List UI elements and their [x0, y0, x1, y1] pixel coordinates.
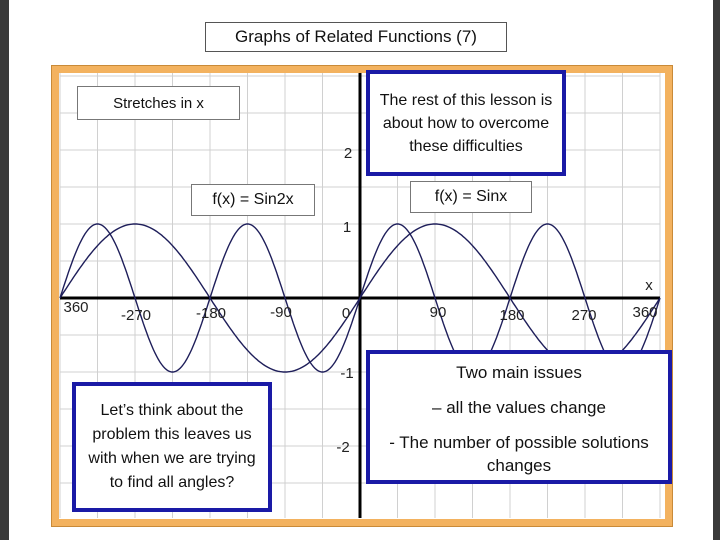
- issue-1: – all the values change: [432, 398, 606, 417]
- think-about-box: [72, 382, 272, 512]
- sin2x-legend: [191, 184, 315, 216]
- y-tick-label: -1: [340, 365, 354, 382]
- think-about-text: Let’s think about the problem this leaves us with when we are trying to find all angles?: [88, 402, 256, 491]
- x-tick-label: -180: [195, 305, 227, 322]
- issues-title: Two main issues: [456, 363, 582, 382]
- stretches-text: Stretches in x: [113, 94, 204, 112]
- y-tick-label: 2: [343, 145, 353, 162]
- x-tick-label: 90: [429, 304, 447, 321]
- rest-of-lesson-box: [366, 70, 566, 176]
- issues-box: [366, 350, 672, 484]
- x-tick-label: 0: [341, 305, 351, 322]
- rest-of-lesson-text: The rest of this lesson is about how to overcome these difficulties: [379, 91, 553, 155]
- x-axis-letter: x: [645, 277, 653, 294]
- y-tick-label: -2: [336, 439, 350, 456]
- stretches-label: [77, 86, 240, 120]
- x-tick-label: 360: [63, 299, 89, 316]
- issue-2: - The number of possible solutions changes: [389, 433, 649, 475]
- x-tick-label: 180: [499, 307, 525, 324]
- y-tick-label: 1: [342, 219, 352, 236]
- x-tick-label: -270: [120, 307, 152, 324]
- x-tick-label: -90: [270, 304, 292, 321]
- slide-title: Graphs of Related Functions (7): [205, 22, 507, 52]
- sinx-legend-text: f(x) = Sinx: [434, 188, 508, 205]
- x-tick-label: 360: [632, 304, 658, 321]
- sin2x-legend-text: f(x) = Sin2x: [212, 191, 294, 208]
- sinx-legend: [410, 181, 532, 213]
- x-tick-label: 270: [571, 307, 597, 324]
